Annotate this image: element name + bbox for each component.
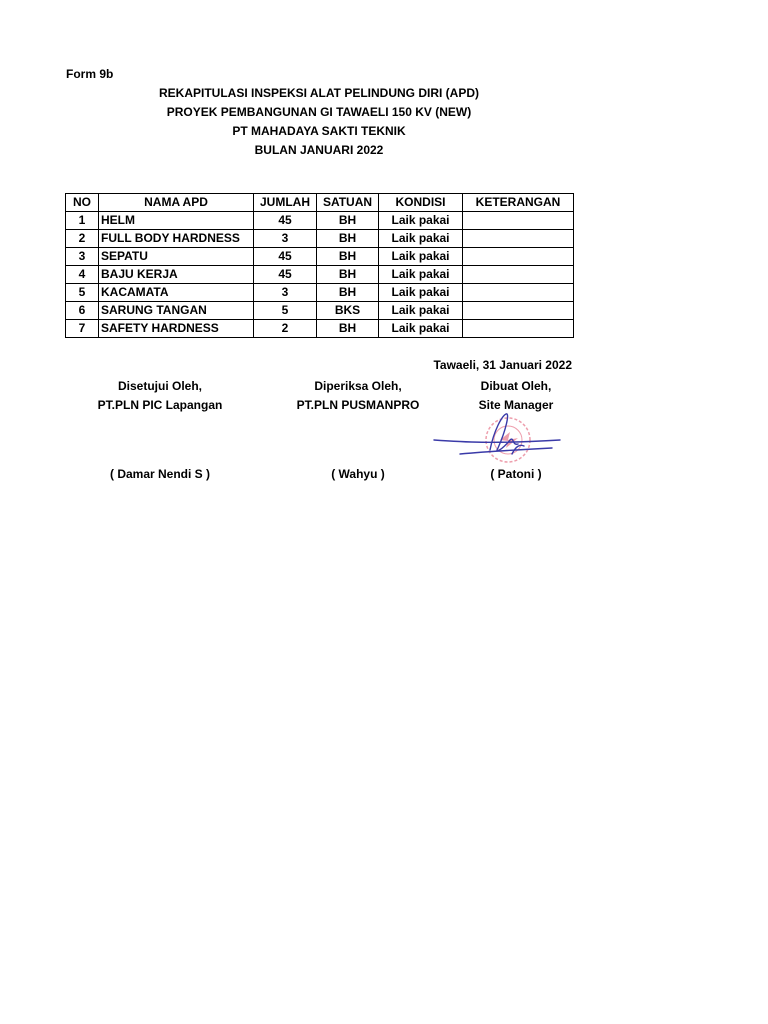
cell-satuan: BKS (317, 302, 379, 320)
signature-role: Dibuat Oleh, (480, 379, 552, 393)
document-title (0, 84, 638, 160)
header-nama-apd: NAMA APD (99, 194, 254, 212)
cell-kondisi: Laik pakai (379, 320, 463, 338)
cell-nama: BAJU KERJA (99, 266, 254, 284)
cell-satuan: BH (317, 266, 379, 284)
cell-jumlah: 2 (254, 320, 317, 338)
cell-nama: KACAMATA (99, 284, 254, 302)
cell-nama: SAFETY HARDNESS (99, 320, 254, 338)
cell-nama: SEPATU (99, 248, 254, 266)
signature-org: PT.PLN PIC Lapangan (97, 398, 223, 412)
table-row (66, 266, 574, 284)
table-row (66, 248, 574, 266)
cell-no: 6 (66, 302, 99, 320)
cell-kondisi: Laik pakai (379, 248, 463, 266)
cell-keterangan (463, 320, 574, 338)
title-line-1: REKAPITULASI INSPEKSI ALAT PELINDUNG DIRI (APD) (158, 86, 479, 100)
signature-org: PT.PLN PUSMANPRO (296, 398, 420, 412)
cell-kondisi: Laik pakai (379, 302, 463, 320)
cell-jumlah: 45 (254, 266, 317, 284)
cell-jumlah: 45 (254, 248, 317, 266)
signature-role: Diperiksa Oleh, (314, 379, 402, 393)
cell-keterangan (463, 230, 574, 248)
title-line-3: PT MAHADAYA SAKTI TEKNIK (232, 124, 406, 138)
table-row (66, 302, 574, 320)
cell-satuan: BH (317, 284, 379, 302)
cell-no: 5 (66, 284, 99, 302)
title-line-2: PROYEK PEMBANGUNAN GI TAWAELI 150 KV (NEW) (166, 105, 472, 119)
cell-kondisi: Laik pakai (379, 212, 463, 230)
header-kondisi: KONDISI (379, 194, 463, 212)
cell-jumlah: 45 (254, 212, 317, 230)
header-no: NO (66, 194, 99, 212)
cell-keterangan (463, 212, 574, 230)
cell-kondisi: Laik pakai (379, 284, 463, 302)
cell-satuan: BH (317, 248, 379, 266)
cell-no: 4 (66, 266, 99, 284)
signature-name: ( Wahyu ) (331, 467, 385, 481)
cell-nama: FULL BODY HARDNESS (99, 230, 254, 248)
table-row (66, 320, 574, 338)
signature-role: Disetujui Oleh, (117, 379, 202, 393)
cell-kondisi: Laik pakai (379, 230, 463, 248)
cell-no: 2 (66, 230, 99, 248)
cell-jumlah: 3 (254, 284, 317, 302)
cell-nama: SARUNG TANGAN (99, 302, 254, 320)
apd-table (65, 193, 574, 338)
cell-keterangan (463, 284, 574, 302)
table-row (66, 284, 574, 302)
cell-satuan: BH (317, 320, 379, 338)
cell-satuan: BH (317, 212, 379, 230)
cell-jumlah: 3 (254, 230, 317, 248)
cell-kondisi: Laik pakai (379, 266, 463, 284)
cell-satuan: BH (317, 230, 379, 248)
signature-block-approver (60, 377, 260, 487)
table-row (66, 212, 574, 230)
signature-stamp-image (432, 410, 567, 468)
cell-keterangan (463, 248, 574, 266)
cell-keterangan (463, 266, 574, 284)
cell-no: 7 (66, 320, 99, 338)
header-jumlah: JUMLAH (254, 194, 317, 212)
cell-no: 3 (66, 248, 99, 266)
cell-nama: HELM (99, 212, 254, 230)
signature-org: Site Manager (478, 398, 554, 412)
form-label: Form 9b (66, 67, 114, 81)
title-line-4: BULAN JANUARI 2022 (254, 143, 384, 157)
cell-no: 1 (66, 212, 99, 230)
place-date: Tawaeli, 31 Januari 2022 (433, 358, 572, 372)
signature-name: ( Damar Nendi S ) (109, 467, 211, 481)
table-header-row (66, 194, 574, 212)
table-row (66, 230, 574, 248)
header-satuan: SATUAN (317, 194, 379, 212)
cell-keterangan (463, 302, 574, 320)
header-keterangan: KETERANGAN (463, 194, 574, 212)
signature-name: ( Patoni ) (490, 467, 542, 481)
cell-jumlah: 5 (254, 302, 317, 320)
